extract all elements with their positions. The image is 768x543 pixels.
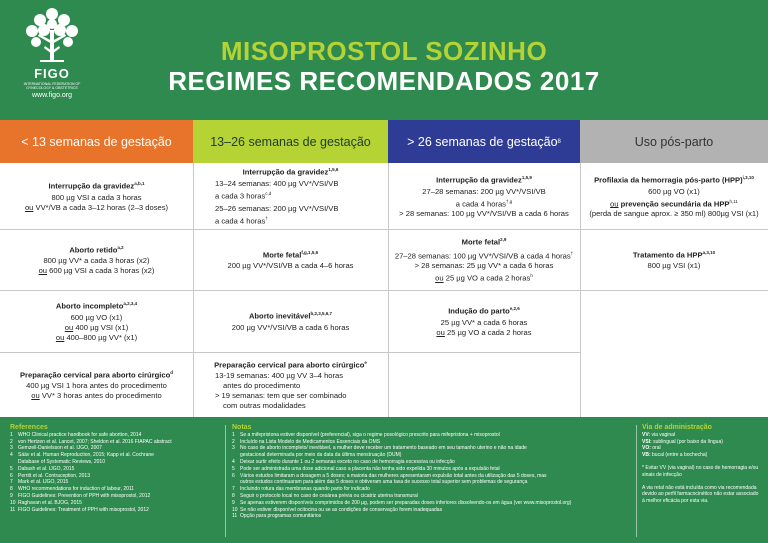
ref-number: 4 [10, 452, 13, 459]
ref-item [10, 493, 220, 500]
note-number: 6 [232, 472, 235, 479]
ref-item [10, 486, 220, 493]
ref-number: 8 [10, 486, 13, 493]
note-number: 5 [232, 465, 235, 472]
note-number: 8 [232, 492, 235, 499]
note-text: Deixar surtir efeito durante 1 ou 2 semanas exceto no caso de hemorragia excessiva ou infecção [240, 458, 455, 465]
note-number: 2 [232, 438, 235, 445]
ref-number: 5 [10, 465, 13, 472]
note-text: Se não estiver disponível ocitocina ou se as condições de conservação forem inadequadas [240, 506, 443, 513]
via-item [642, 452, 762, 459]
page-title: MISOPROSTOL SOZINHO [220, 36, 548, 66]
ref-number: 9 [10, 492, 13, 499]
via-item [642, 432, 762, 439]
ref-number: 11 [10, 506, 16, 513]
note-text: No caso de aborto incompleto/ inevitável, a mulher deve receber um tratamento baseado em seu tamanho uterino e não na idade [240, 445, 527, 452]
regimen-cell: Tratamento da HPP$^{a,3,10}$ 800 µg VSI (x1) [632, 249, 716, 271]
administration-route-title: Via de administração [642, 424, 712, 431]
ref-text: Dabash et al. IJGO, 2015 [18, 465, 75, 472]
ref-text: Mark et al. IJGO, 2015 [18, 479, 69, 486]
note-item [232, 486, 622, 493]
note-number: 4 [232, 458, 235, 465]
ref-item [10, 473, 220, 480]
via-description: sublingual (por baixo da língua) [651, 438, 723, 445]
ref-text: WHO Clinical practice handbook for safe abortion, 2014 [18, 431, 142, 438]
regimen-cell: Interrupção da gravidez$^{1,5,9}$ 27–28 semanas: 200 µg VV*/VSI/VB a cada 4 horas$^{\dagger,g}$ > 28 semanas: 100 µg VV*/VSI/VB a cada 6 horas [399, 174, 569, 219]
footer-divider [225, 425, 226, 537]
regimen-cell: Profilaxia da hemorragia pós-parto (HPP)$^{i,3,10}$ 600 µg VO (x1) ou prevenção secundária da HPP$^{h,11}$ (perda de sangue aprox. ≥ 350 ml) 800µg VSI (x1) [589, 174, 759, 219]
via-abbreviation: VSI: [642, 438, 652, 445]
note-number: 7 [232, 486, 235, 493]
ref-text: Perritt et al. Contraception, 2013 [18, 472, 90, 479]
page-subtitle: REGIMES RECOMENDADOS 2017 [168, 66, 600, 96]
note-number: 1 [232, 431, 235, 438]
note-item [232, 452, 622, 459]
ref-number: 2 [10, 438, 13, 445]
logo-subtitle: INTERNATIONAL FEDERATION OF GYNECOLOGY & OBSTETRICS [23, 82, 81, 90]
note-text: Incluindo rotura das membranas quando parto for indicado [240, 486, 370, 493]
note-item [232, 445, 622, 452]
ref-text: FIGO Guidelines: Prevention of PPH with misoprostol, 2012 [18, 492, 151, 499]
ref-item [10, 445, 220, 452]
ref-item [10, 479, 220, 486]
ref-text: FIGO Guidelines: Treatment of PPH with misoprostol, 2012 [18, 506, 149, 513]
note-item [232, 439, 622, 446]
regimen-cell: Morte fetal$^{f,g,1,5,6}$ 200 µg VV*/VSI/VB a cada 4–6 horas [227, 249, 354, 271]
via-description: via vaginal [650, 431, 676, 438]
notes-section [232, 425, 622, 520]
note-text: Pode ser administrada uma dose adicional caso a placenta não tenha sido expelida 30 minutos após a expulsão fetal [240, 465, 500, 472]
via-note: A via retal não está incluída como via recomendada devido ao perfil farmacocinético não estar associado à melhor eficácia por esta via. [642, 484, 759, 505]
column-header-under-13: < 13 semanas de gestação [0, 120, 193, 163]
ref-item [10, 507, 220, 514]
ref-number: 6 [10, 472, 13, 479]
notes-title: Notas [232, 424, 252, 431]
via-item [642, 445, 762, 452]
header-banner [0, 0, 768, 120]
note-item [232, 493, 622, 500]
regimen-cell: Interrupção da gravidez$^{1,5,6}$ 13–24 semanas: 400 µg VV*/VSI/VB a cada 3 horas$^{c,d}$ 25–26 semanas: 200 µg VV*/VSI/VB a cada 4 horas† [215, 167, 339, 226]
ref-text: Gemzell-Danielsson et al. IJGO, 2007 [18, 445, 102, 452]
references-section [10, 425, 220, 513]
ref-text: Sääv et al. Human Reproduction, 2015; Kapp et al. Cochrane [18, 452, 154, 459]
ref-item [10, 500, 220, 507]
via-description: bucal (entre a bochecha) [650, 452, 708, 459]
via-description: oral [650, 445, 661, 452]
administration-route-section [642, 425, 762, 505]
regimen-cell: Aborto retido$^{a,2}$ 800 µg VV* a cada 3 horas (x2) ou 600 µg VSI a cada 3 horas (x2) [38, 244, 155, 276]
note-item [232, 466, 622, 473]
footer-divider [636, 425, 637, 537]
note-text: Se apenas estiverem disponíveis comprimidos de 200 µg, podem ser preparadas doses inferiores dissolvendo-os em água (ver www.misoprostol.org) [240, 499, 572, 506]
ref-item [10, 432, 220, 439]
column-header-over-26: > 26 semanas de gestação 8 [388, 120, 580, 163]
note-number: 11 [232, 513, 238, 520]
note-text: Incluído na Lista Modelo de Medicamentos Essenciais da OMS [240, 438, 381, 445]
regimen-cell: Preparação cervical para aborto cirúrgico$^e$ 13-19 semanas: 400 µg VV 3–4 horas antes do procedimento > 19 semanas: tem que ser combinado com outras modalidades [214, 359, 367, 411]
ref-text: WHO recommendations for induction of labour, 2011 [18, 486, 135, 493]
column-header-13-26: 13–26 semanas de gestação [193, 120, 388, 163]
references-title: References [10, 424, 48, 431]
ref-number: 1 [10, 431, 13, 438]
column-header-postpartum: Uso pós-parto [580, 120, 768, 163]
note-item [232, 432, 622, 439]
ref-text: Raghavan et al. BJOG, 2015 [18, 499, 82, 506]
via-note: * Evitar VV (via vaginal) no caso de hemorragia e/ou sinais de infecção [642, 464, 759, 478]
note-item [232, 459, 622, 466]
note-number: 3 [232, 445, 235, 452]
logo-url: www.figo.org [31, 92, 73, 99]
note-item [232, 473, 622, 480]
ref-number: 7 [10, 479, 13, 486]
note-item [232, 500, 622, 507]
note-number: 9 [232, 499, 235, 506]
regimen-cell: Morte fetal$^{2,9}$ 27–28 semanas: 100 µg VV*/VSI/VB a cada 4 horas† > 28 semanas: 25 µg VV* a cada 6 horas ou 25 µg VO a cada 2 horas$^h$ [394, 237, 574, 283]
regimen-cell: Interrupção da gravidez$^{a,b,1}$ 800 µg VSI a cada 3 horas ou VV*/VB a cada 3–12 horas (2–3 doses) [24, 181, 169, 212]
regimen-cell: Preparação cervical para aborto cirúrgico$^d$ 400 µg VSI 1 hora antes do procedimento ou VV* 3 horas antes do procedimento [19, 369, 173, 401]
note-text: Seguir o protocolo local no caso de cesárea prévia ou cicatriz uterina transmural [240, 492, 418, 499]
note-item [232, 513, 622, 520]
ref-item [10, 459, 220, 466]
ref-number: 10 [10, 499, 16, 506]
note-text: Vários estudos limitaram a dosagem a 5 doses; a maioria das mulheres apresentaram expulsão total antes da utilização das 5 doses, mas [240, 472, 547, 479]
note-number: 10 [232, 506, 238, 513]
logo-name: FIGO [34, 66, 70, 81]
ref-item [10, 466, 220, 473]
note-text: Se a mifepristona estiver disponível (preferencial), siga o regime posológico prescrito para mifepristona + misoprostol [240, 431, 500, 438]
note-item [232, 479, 622, 486]
note-text: outros estudos continuaram para além das 5 doses e obtiveram uma taxa de sucesso total superior sem problemas de segurança [240, 479, 528, 486]
note-item [232, 507, 622, 514]
ref-number: 3 [10, 445, 13, 452]
via-abbreviation: VB: [642, 452, 651, 459]
ref-item [10, 452, 220, 459]
ref-text: Database of Systematic Reviews, 2010 [18, 458, 105, 465]
ref-text: von Hertzen et al. Lancet, 2007; Sheldon et al. 2016 FIAPAC abstract [18, 438, 172, 445]
via-abbreviation: VV: [642, 431, 651, 438]
via-item [642, 439, 762, 446]
regimen-cell: Aborto incompleto$^{a,2,3,4}$ 600 µg VO (x1) ou 400 µg VSI (x1) ou 400–800 µg VV* (x1) [55, 301, 138, 342]
regimen-cell: Indução do parto$^{e,2,6}$ 25 µg VV* a cada 6 horas ou 25 µg VO a cada 2 horas [436, 306, 532, 337]
via-abbreviation: VO: [642, 445, 651, 452]
note-text: Opção para programas comunitários [240, 513, 322, 520]
footer-panel [0, 417, 768, 543]
ref-item [10, 439, 220, 446]
note-text: gestacional determinada por meio da data da última menstruação (DUM) [240, 452, 402, 459]
regimen-cell: Aborto inevitável$^{b,2,3,5,6,7}$ 200 µg VV*/VSI/VB a cada 6 horas [231, 311, 350, 332]
